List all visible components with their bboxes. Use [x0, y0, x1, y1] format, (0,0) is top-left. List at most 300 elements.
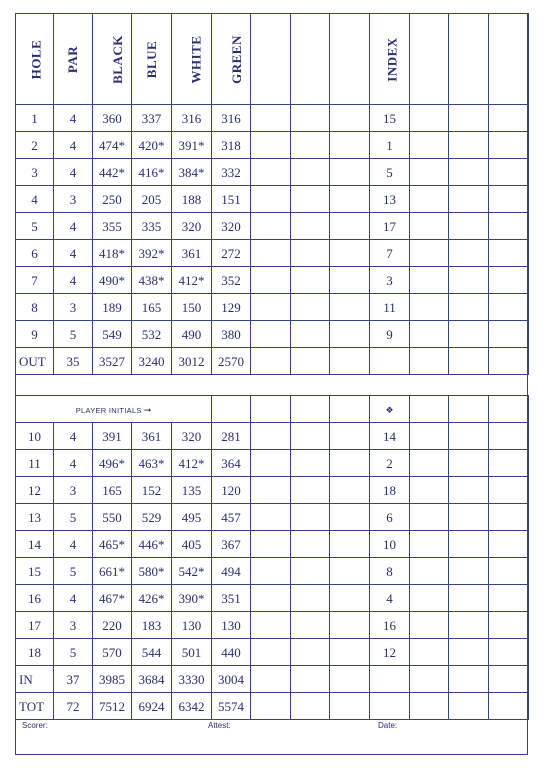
hole-par: 4 — [54, 240, 93, 267]
score-cell[interactable] — [449, 267, 489, 294]
yardage-green: 352 — [212, 267, 251, 294]
initials-cell[interactable] — [449, 396, 489, 423]
yardage-blue: 446* — [132, 531, 172, 558]
hole-number: 2 — [16, 132, 54, 159]
score-cell[interactable] — [410, 666, 449, 693]
score-cell[interactable] — [489, 693, 529, 720]
out-row — [16, 348, 529, 375]
score-cell[interactable] — [410, 348, 449, 375]
score-cell[interactable] — [489, 294, 529, 321]
hole-row — [16, 585, 529, 612]
score-cell[interactable] — [489, 423, 529, 450]
hole-number: 18 — [16, 639, 54, 666]
date-label: Date: — [378, 721, 398, 730]
player-column-header[interactable] — [410, 14, 449, 105]
stroke-index: 9 — [370, 321, 410, 348]
yardage-white: 361 — [172, 240, 212, 267]
yardage-black: 165 — [93, 477, 132, 504]
header-hole: HOLE — [16, 14, 54, 105]
yardage-blue: 205 — [132, 186, 172, 213]
hole-number: 10 — [16, 423, 54, 450]
score-cell[interactable] — [291, 132, 330, 159]
hole-row — [16, 240, 529, 267]
score-cell[interactable] — [330, 450, 370, 477]
yardage-green: 440 — [212, 639, 251, 666]
yardage-black: 355 — [93, 213, 132, 240]
score-cell[interactable] — [291, 558, 330, 585]
hole-number: 11 — [16, 450, 54, 477]
score-cell[interactable] — [330, 477, 370, 504]
score-cell[interactable] — [251, 531, 291, 558]
yardage-green: 332 — [212, 159, 251, 186]
scorecard — [15, 13, 528, 755]
hole-par: 5 — [54, 558, 93, 585]
yardage-blue: 416* — [132, 159, 172, 186]
hole-number: 3 — [16, 159, 54, 186]
stroke-index: 1 — [370, 132, 410, 159]
score-cell[interactable] — [410, 423, 449, 450]
hole-par: 4 — [54, 267, 93, 294]
initials-cell[interactable] — [251, 396, 291, 423]
yardage-black: 661* — [93, 558, 132, 585]
hole-row — [16, 504, 529, 531]
yardage-black: 418* — [93, 240, 132, 267]
score-cell[interactable] — [291, 477, 330, 504]
score-cell[interactable] — [489, 639, 529, 666]
yardage-black: 220 — [93, 612, 132, 639]
score-cell[interactable] — [410, 450, 449, 477]
score-cell[interactable] — [251, 612, 291, 639]
hole-number: 9 — [16, 321, 54, 348]
score-cell[interactable] — [410, 612, 449, 639]
score-cell[interactable] — [489, 585, 529, 612]
score-cell[interactable] — [330, 504, 370, 531]
score-cell[interactable] — [449, 423, 489, 450]
hole-row — [16, 477, 529, 504]
yardage-blue: 426* — [132, 585, 172, 612]
yardage-green: 367 — [212, 531, 251, 558]
player-initials-text: PLAYER INITIALS — [75, 406, 142, 415]
hole-row — [16, 450, 529, 477]
hole-number: 15 — [16, 558, 54, 585]
score-cell[interactable] — [251, 294, 291, 321]
yardage-black: 496* — [93, 450, 132, 477]
yardage-white: 495 — [172, 504, 212, 531]
score-cell[interactable] — [489, 531, 529, 558]
score-cell[interactable] — [449, 321, 489, 348]
hole-number: 13 — [16, 504, 54, 531]
score-cell[interactable] — [489, 186, 529, 213]
score-cell[interactable] — [291, 639, 330, 666]
stroke-index: 15 — [370, 105, 410, 132]
stroke-index: 2 — [370, 450, 410, 477]
index-cell — [370, 396, 410, 423]
hole-par: 4 — [54, 450, 93, 477]
yardage-black: 490* — [93, 267, 132, 294]
yardage-green: 380 — [212, 321, 251, 348]
yardage-green: 281 — [212, 423, 251, 450]
yardage-blue: 183 — [132, 612, 172, 639]
stroke-index: 11 — [370, 294, 410, 321]
yardage-white: 390* — [172, 585, 212, 612]
score-cell[interactable] — [291, 267, 330, 294]
score-cell[interactable] — [410, 105, 449, 132]
score-cell[interactable] — [330, 585, 370, 612]
score-cell[interactable] — [251, 693, 291, 720]
total-label: IN — [16, 666, 54, 693]
stroke-index: 16 — [370, 612, 410, 639]
score-cell[interactable] — [489, 267, 529, 294]
score-cell[interactable] — [489, 558, 529, 585]
score-cell[interactable] — [449, 213, 489, 240]
total-green: 3004 — [212, 666, 251, 693]
back-nine — [16, 423, 529, 666]
yardage-green: 494 — [212, 558, 251, 585]
stroke-index: 7 — [370, 240, 410, 267]
yardage-white: 384* — [172, 159, 212, 186]
score-cell[interactable] — [489, 348, 529, 375]
score-cell[interactable] — [251, 159, 291, 186]
yardage-blue: 335 — [132, 213, 172, 240]
yardage-green: 129 — [212, 294, 251, 321]
score-cell[interactable] — [291, 105, 330, 132]
yardage-green: 120 — [212, 477, 251, 504]
total-black: 3527 — [93, 348, 132, 375]
header-index: INDEX — [370, 14, 410, 105]
score-cell[interactable] — [291, 294, 330, 321]
score-cell[interactable] — [489, 240, 529, 267]
score-cell[interactable] — [489, 666, 529, 693]
yardage-white: 542* — [172, 558, 212, 585]
score-cell[interactable] — [410, 213, 449, 240]
player-column-header[interactable] — [291, 14, 330, 105]
score-cell[interactable] — [330, 213, 370, 240]
hole-number: 7 — [16, 267, 54, 294]
yardage-blue: 337 — [132, 105, 172, 132]
score-cell[interactable] — [489, 477, 529, 504]
tot-row — [16, 693, 529, 720]
player-column-header[interactable] — [251, 14, 291, 105]
score-cell[interactable] — [251, 267, 291, 294]
hole-number: 17 — [16, 612, 54, 639]
score-cell[interactable] — [251, 240, 291, 267]
yardage-white: 320 — [172, 213, 212, 240]
hole-row — [16, 213, 529, 240]
hole-number: 5 — [16, 213, 54, 240]
score-cell[interactable] — [251, 348, 291, 375]
score-cell[interactable] — [251, 504, 291, 531]
yardage-white: 135 — [172, 477, 212, 504]
score-cell[interactable] — [291, 213, 330, 240]
score-cell[interactable] — [291, 321, 330, 348]
score-cell[interactable] — [489, 504, 529, 531]
total-white: 3012 — [172, 348, 212, 375]
yardage-white: 490 — [172, 321, 212, 348]
yardage-black: 465* — [93, 531, 132, 558]
yardage-white: 501 — [172, 639, 212, 666]
score-cell[interactable] — [291, 348, 330, 375]
hole-par: 4 — [54, 585, 93, 612]
hole-number: 16 — [16, 585, 54, 612]
yardage-white: 130 — [172, 612, 212, 639]
score-cell[interactable] — [330, 294, 370, 321]
score-cell[interactable] — [251, 321, 291, 348]
score-cell[interactable] — [449, 504, 489, 531]
initials-cell[interactable] — [489, 396, 529, 423]
score-cell[interactable] — [330, 132, 370, 159]
header-blue: BLUE — [132, 14, 172, 105]
score-cell[interactable] — [449, 693, 489, 720]
total-par: 72 — [54, 693, 93, 720]
yardage-white: 150 — [172, 294, 212, 321]
hole-number: 4 — [16, 186, 54, 213]
score-cell[interactable] — [410, 186, 449, 213]
score-cell[interactable] — [291, 423, 330, 450]
initials-cell[interactable] — [291, 396, 330, 423]
yardage-white: 316 — [172, 105, 212, 132]
hole-row — [16, 267, 529, 294]
yardage-black: 442* — [93, 159, 132, 186]
attest-label: Attest: — [208, 721, 231, 730]
score-cell[interactable] — [410, 240, 449, 267]
score-cell[interactable] — [251, 186, 291, 213]
score-cell[interactable] — [410, 132, 449, 159]
score-cell[interactable] — [410, 159, 449, 186]
score-cell[interactable] — [489, 321, 529, 348]
score-cell[interactable] — [330, 558, 370, 585]
score-cell[interactable] — [410, 504, 449, 531]
hole-row — [16, 186, 529, 213]
score-cell[interactable] — [330, 159, 370, 186]
yardage-black: 549 — [93, 321, 132, 348]
score-cell[interactable] — [330, 321, 370, 348]
yardage-white: 320 — [172, 423, 212, 450]
score-cell[interactable] — [410, 558, 449, 585]
stroke-index: 4 — [370, 585, 410, 612]
stroke-index: 17 — [370, 213, 410, 240]
initials-cell[interactable] — [212, 396, 251, 423]
player-column-header[interactable] — [449, 14, 489, 105]
player-column-header[interactable] — [330, 14, 370, 105]
signature-footer — [16, 718, 527, 754]
score-cell[interactable] — [449, 159, 489, 186]
score-cell[interactable] — [291, 186, 330, 213]
score-cell[interactable] — [489, 105, 529, 132]
total-black: 3985 — [93, 666, 132, 693]
total-green: 2570 — [212, 348, 251, 375]
score-cell[interactable] — [330, 639, 370, 666]
score-cell[interactable] — [291, 612, 330, 639]
score-cell[interactable] — [330, 186, 370, 213]
score-cell[interactable] — [291, 504, 330, 531]
hole-par: 4 — [54, 105, 93, 132]
score-cell[interactable] — [449, 612, 489, 639]
yardage-white: 405 — [172, 531, 212, 558]
score-cell[interactable] — [330, 693, 370, 720]
hole-par: 5 — [54, 321, 93, 348]
hole-par: 4 — [54, 132, 93, 159]
score-cell[interactable] — [251, 132, 291, 159]
hole-row — [16, 105, 529, 132]
hole-par: 4 — [54, 159, 93, 186]
score-cell[interactable] — [330, 348, 370, 375]
hole-row — [16, 558, 529, 585]
header-green: GREEN — [212, 14, 251, 105]
score-cell[interactable] — [449, 531, 489, 558]
arrow-right-icon: ➞ — [143, 406, 152, 416]
yardage-white: 412* — [172, 267, 212, 294]
score-cell[interactable] — [251, 450, 291, 477]
player-column-header[interactable] — [489, 14, 529, 105]
total-par: 37 — [54, 666, 93, 693]
stroke-index: 13 — [370, 186, 410, 213]
score-cell[interactable] — [251, 585, 291, 612]
score-cell[interactable] — [330, 240, 370, 267]
score-cell[interactable] — [330, 267, 370, 294]
score-cell[interactable] — [251, 558, 291, 585]
score-cell[interactable] — [489, 450, 529, 477]
total-blue: 6924 — [132, 693, 172, 720]
score-cell[interactable] — [330, 105, 370, 132]
score-cell[interactable] — [291, 666, 330, 693]
header-white: WHITE — [172, 14, 212, 105]
score-cell[interactable] — [449, 186, 489, 213]
header-par: PAR — [54, 14, 93, 105]
score-cell[interactable] — [410, 693, 449, 720]
player-initials-row — [16, 396, 529, 423]
yardage-black: 391 — [93, 423, 132, 450]
hole-number: 6 — [16, 240, 54, 267]
yardage-white: 391* — [172, 132, 212, 159]
score-cell[interactable] — [330, 423, 370, 450]
score-cell[interactable] — [330, 531, 370, 558]
hole-number: 14 — [16, 531, 54, 558]
stroke-index: 6 — [370, 504, 410, 531]
stroke-index: 3 — [370, 267, 410, 294]
yardage-black: 474* — [93, 132, 132, 159]
hole-par: 4 — [54, 423, 93, 450]
score-cell[interactable] — [410, 267, 449, 294]
score-cell[interactable] — [410, 585, 449, 612]
score-cell[interactable] — [449, 558, 489, 585]
total-par: 35 — [54, 348, 93, 375]
hole-par: 4 — [54, 531, 93, 558]
score-cell[interactable] — [449, 477, 489, 504]
score-cell[interactable] — [449, 348, 489, 375]
score-cell[interactable] — [410, 531, 449, 558]
score-cell[interactable] — [251, 105, 291, 132]
score-cell[interactable] — [449, 132, 489, 159]
stroke-index: 14 — [370, 423, 410, 450]
index-cell — [370, 348, 410, 375]
hole-row — [16, 423, 529, 450]
score-cell[interactable] — [291, 531, 330, 558]
separator — [16, 375, 529, 396]
yardage-black: 467* — [93, 585, 132, 612]
score-cell[interactable] — [410, 477, 449, 504]
score-cell[interactable] — [251, 477, 291, 504]
score-cell[interactable] — [489, 612, 529, 639]
yardage-blue: 420* — [132, 132, 172, 159]
total-blue: 3684 — [132, 666, 172, 693]
score-cell[interactable] — [449, 585, 489, 612]
score-cell[interactable] — [291, 450, 330, 477]
scorer-label: Scorer: — [22, 721, 48, 730]
score-cell[interactable] — [489, 159, 529, 186]
score-cell[interactable] — [449, 666, 489, 693]
yardage-green: 320 — [212, 213, 251, 240]
score-cell[interactable] — [291, 585, 330, 612]
score-cell[interactable] — [449, 294, 489, 321]
yardage-green: 316 — [212, 105, 251, 132]
yardage-blue: 152 — [132, 477, 172, 504]
header-row — [16, 14, 529, 105]
total-label: TOT — [16, 693, 54, 720]
yardage-blue: 529 — [132, 504, 172, 531]
index-cell — [370, 666, 410, 693]
score-cell[interactable] — [449, 450, 489, 477]
score-cell[interactable] — [489, 132, 529, 159]
score-cell[interactable] — [251, 213, 291, 240]
score-cell[interactable] — [330, 612, 370, 639]
hole-par: 4 — [54, 213, 93, 240]
hole-row — [16, 531, 529, 558]
score-cell[interactable] — [251, 639, 291, 666]
hole-par: 3 — [54, 612, 93, 639]
score-cell[interactable] — [291, 159, 330, 186]
scorecard-grid — [15, 13, 529, 720]
yardage-green: 151 — [212, 186, 251, 213]
yardage-green: 457 — [212, 504, 251, 531]
hole-par: 5 — [54, 639, 93, 666]
in-row — [16, 666, 529, 693]
score-cell[interactable] — [489, 213, 529, 240]
score-cell[interactable] — [251, 423, 291, 450]
yardage-green: 130 — [212, 612, 251, 639]
score-cell[interactable] — [330, 666, 370, 693]
score-cell[interactable] — [410, 321, 449, 348]
yardage-blue: 392* — [132, 240, 172, 267]
hole-row — [16, 612, 529, 639]
hole-par: 3 — [54, 294, 93, 321]
initials-cell[interactable] — [410, 396, 449, 423]
score-cell[interactable] — [449, 639, 489, 666]
diamond-ornament-icon: ❖ — [385, 406, 394, 416]
hole-number: 1 — [16, 105, 54, 132]
stroke-index: 18 — [370, 477, 410, 504]
score-cell[interactable] — [291, 240, 330, 267]
yardage-green: 318 — [212, 132, 251, 159]
score-cell[interactable] — [251, 666, 291, 693]
score-cell[interactable] — [449, 105, 489, 132]
yardage-green: 351 — [212, 585, 251, 612]
score-cell[interactable] — [410, 639, 449, 666]
yardage-blue: 165 — [132, 294, 172, 321]
hole-row — [16, 294, 529, 321]
hole-row — [16, 639, 529, 666]
hole-number: 12 — [16, 477, 54, 504]
score-cell[interactable] — [449, 240, 489, 267]
yardage-blue: 544 — [132, 639, 172, 666]
total-white: 3330 — [172, 666, 212, 693]
hole-row — [16, 321, 529, 348]
yardage-blue: 463* — [132, 450, 172, 477]
separator-row — [16, 375, 529, 396]
initials-cell[interactable] — [330, 396, 370, 423]
header-black: BLACK — [93, 14, 132, 105]
score-cell[interactable] — [410, 294, 449, 321]
score-cell[interactable] — [291, 693, 330, 720]
